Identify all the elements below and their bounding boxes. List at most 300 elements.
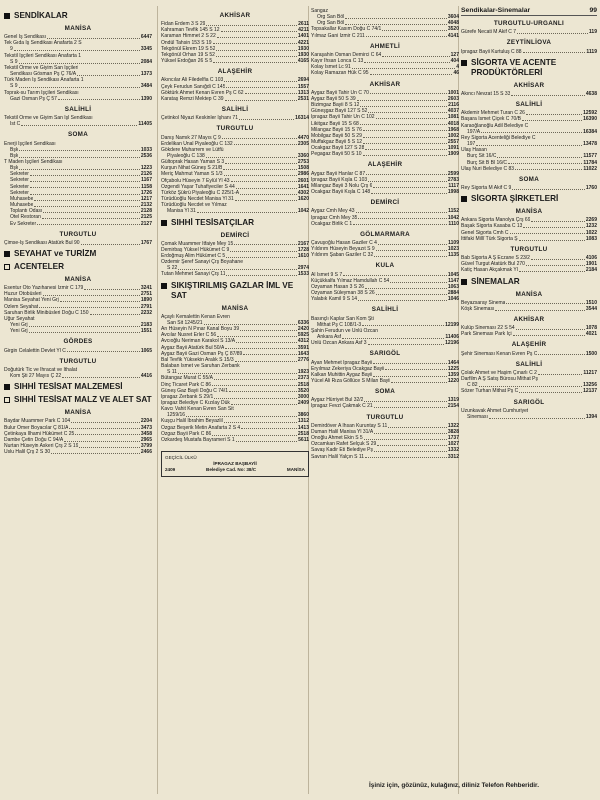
phone-number: 12137 <box>583 388 597 395</box>
listing-name: S 22 <box>167 265 178 272</box>
category-label: SIKIŞTIRILMIŞ GAZLAR İML VE SAT <box>171 280 294 300</box>
dot-leader <box>370 74 453 75</box>
listing-name: Kavcı Vahit Kenan Evren San Sit <box>161 406 234 413</box>
listing-name: Yüksel Erdoğan 26 S 5 <box>161 58 213 65</box>
phone-number: 2125 <box>140 214 152 221</box>
listing-name: Şehir Sineması Kenan Evren Pş C <box>461 350 538 357</box>
listing-name: Sendikası Gösman Pş Ç 76/A <box>10 71 77 78</box>
dot-leader <box>343 275 447 276</box>
phone-number: 2557 <box>447 138 459 145</box>
phone-number: 2751 <box>140 291 152 298</box>
listing-name: Bizimgaz Bayii 8 S 12 <box>311 102 360 109</box>
listing-row <box>461 166 597 172</box>
listing-row <box>461 351 597 357</box>
dot-leader <box>370 93 447 94</box>
listing-row <box>161 58 309 64</box>
listing-name: Erdoğmuş Alim Hükümet C 5 <box>161 253 226 259</box>
listing-name: Çavuşoğlu Hasan Gaziler C 4 <box>311 240 377 246</box>
phone-number: 3458 <box>140 430 152 437</box>
listing-name: Özgendi Yaşar Tuhafiyeciler S 44 <box>161 183 235 190</box>
listing-name: Aygaz Bayii Gazi Osman Pş Ç 87/89 <box>161 350 243 357</box>
column-2-wrap <box>161 8 309 477</box>
listing-name: Özlem Seyahat <box>4 303 39 310</box>
listing-name: İst C <box>10 121 21 128</box>
listing-name: Ulaş Nuri Belediye C 83 <box>461 165 515 172</box>
listing-name: Kuşçu Halil İbrahim Beyazlil <box>161 418 223 425</box>
phone-number: 4141 <box>447 32 459 39</box>
dot-leader <box>373 187 447 188</box>
phone-number: 4312 <box>297 338 309 345</box>
category-heading <box>4 395 152 405</box>
phone-number: 2884 <box>447 290 459 297</box>
dot-leader <box>213 62 297 63</box>
category-label: SEYAHAT ve TURİZM <box>14 249 97 258</box>
phone-number: 2518 <box>297 381 309 388</box>
dot-leader <box>214 398 297 399</box>
dot-leader <box>388 427 447 428</box>
listing-name: Akıncılar Ali Filedelfia C 103 <box>161 77 224 84</box>
listing-name: Özyaman Süleyman 38 S 26 <box>311 290 375 297</box>
phone-number: 1313 <box>297 89 309 96</box>
dot-leader <box>373 363 447 364</box>
listing-name: Özkardeş Mustafa Bayrameri S 1 <box>161 436 235 443</box>
phone-number: 1027 <box>447 441 459 448</box>
filled-square-icon <box>461 196 467 202</box>
phone-number: 1001 <box>447 89 459 96</box>
phone-number: 119 <box>588 29 597 36</box>
listing-name: Yıldırım Hüseyin Beyazıt S 9 <box>311 246 375 253</box>
listing-name: Manisa Yl 31 <box>167 208 196 215</box>
listing-name: Göktürk Ahmet Kenan Evren Pş C 62 <box>161 89 244 96</box>
listing-name: Aygaz Hürriyet Bul 32/2 <box>311 397 364 404</box>
phone-number: 4302 <box>297 189 309 196</box>
listing-name: Köşk Sineması <box>461 305 495 312</box>
phone-number: 4048 <box>447 20 459 27</box>
listing-name: Manisa Seyahat Yeni Grj <box>4 297 59 304</box>
dot-leader <box>538 374 583 375</box>
dot-leader <box>495 310 585 311</box>
dot-leader <box>29 332 140 333</box>
dot-leader <box>352 68 455 69</box>
listing-name: Dambe Çetin Doğu C 94/A <box>4 436 64 443</box>
listing-name: Eryılmaz Zekeriya Ocakgaz Bayii <box>311 365 385 372</box>
listing-name: Bşk <box>10 152 19 159</box>
dot-leader <box>358 218 446 219</box>
dot-leader <box>229 391 297 392</box>
phone-number: 1394 <box>585 413 597 420</box>
phone-number: 1930 <box>297 51 309 58</box>
dot-leader <box>224 422 297 423</box>
listing-name: Karaşahin Osman Demirci C 64 <box>311 51 382 58</box>
listing-name: Bal Tevfik Yüksekin Aralık S 15/3 <box>161 356 234 363</box>
dot-leader <box>19 87 140 88</box>
dot-leader <box>241 428 297 429</box>
city-heading: KULA <box>375 262 395 270</box>
dot-leader <box>234 244 297 245</box>
dot-leader <box>21 125 137 126</box>
listing-row <box>161 271 309 277</box>
phone-number: 1042 <box>447 214 459 221</box>
listing-name: Duman Halil Manisa Yl 31/A <box>311 428 374 435</box>
city-heading: MANİSA <box>515 290 543 298</box>
phone-number: 3360 <box>297 152 309 159</box>
phone-number: 4106 <box>585 255 597 262</box>
listing-name: Kom Şti 27 Mayıs Ç 22 <box>10 373 62 380</box>
phone-number: 1620 <box>297 196 309 203</box>
phone-number: 6336 <box>297 319 309 326</box>
phone-number: 12592 <box>583 110 597 117</box>
listing-name: Baydar Muammer Park C 104 <box>4 418 71 425</box>
dot-leader <box>357 100 447 101</box>
listing-name: Otel Restoran <box>10 214 41 221</box>
dot-leader <box>236 188 297 189</box>
listing-name: Ocakgaz Birlik C 1 <box>311 220 353 227</box>
listing-name: Rey Sigorta Acenteliği Belediye C <box>461 134 536 141</box>
dot-leader <box>364 401 446 402</box>
phone-number: 1610 <box>297 253 309 259</box>
dot-leader <box>231 404 297 405</box>
phone-number: 2466 <box>140 449 152 456</box>
phone-number: 1413 <box>297 424 309 431</box>
dot-leader <box>29 326 140 327</box>
listing-name: Burç Sit B Bl 16/C <box>467 159 508 166</box>
phone-number: 1033 <box>140 146 152 153</box>
category-heading <box>4 249 152 259</box>
phone-number: 6447 <box>140 34 152 41</box>
page-header <box>461 8 597 16</box>
listing-name: Başara İsmet Çiçek C 70/B <box>461 116 522 123</box>
phone-number: 1401 <box>297 33 309 40</box>
phone-number: 1322 <box>447 422 459 429</box>
dot-leader <box>353 224 447 225</box>
listing-row <box>161 96 309 102</box>
dot-leader <box>368 181 447 182</box>
column-2 <box>161 13 309 443</box>
city-heading: AKHİSAR <box>219 12 251 19</box>
phone-number: 1223 <box>140 165 152 172</box>
phone-number: 2791 <box>140 303 152 310</box>
listing-row <box>461 91 597 97</box>
listing-name: Doğutürk Tic ve İhracat ve İthalat <box>4 366 78 373</box>
phone-number: 1923 <box>297 369 309 376</box>
phone-number: 1508 <box>297 165 309 172</box>
listing-name: Çimse-İş Sendikası Atatürk Bul 90 <box>4 239 80 246</box>
city-heading: SALİHLİ <box>221 106 249 114</box>
listing-name: Toprak-su Tarım İşçileri Sendikası <box>4 89 79 96</box>
listing-name: Güneşgaz Bayii 127 S 52 <box>311 108 368 115</box>
listing-name: Başak Sigorta Kasaba C 13 <box>461 223 523 230</box>
phone-number: 1737 <box>447 435 459 442</box>
dot-leader <box>204 324 297 325</box>
listing-name: Aygaz Bayii 50 S 39 <box>311 95 356 102</box>
phone-number: 2128 <box>140 208 152 215</box>
listing-name: San Sit 1245/21 <box>167 319 203 326</box>
phone-number: 1551 <box>140 328 152 335</box>
dot-leader <box>14 50 140 51</box>
listing-name: 197/A <box>467 128 481 135</box>
dot-leader <box>519 271 585 272</box>
phone-number: 3520 <box>297 387 309 394</box>
dot-leader <box>37 224 140 225</box>
dot-leader <box>186 416 297 417</box>
listing-name: Karataş Remzi Mektep C 39 <box>161 95 224 102</box>
listing-name: İpragaz Bayii Kışla C 103 <box>311 176 368 183</box>
listing-name: Sineması <box>467 413 488 420</box>
category-label: ACENTELER <box>14 262 65 271</box>
listing-name: İpragaz Belediye C Kızılay Dük <box>161 399 230 406</box>
phone-number: 1152 <box>448 208 459 215</box>
phone-number: 4221 <box>297 39 309 46</box>
phone-number: 13478 <box>583 141 597 148</box>
listing-name: Nurtan Hüseyin Askeri Çrş 2 S 19 <box>4 442 79 449</box>
dot-leader <box>90 314 140 315</box>
dot-leader <box>371 193 447 194</box>
phone-number: 2986 <box>297 171 309 178</box>
listing-name: Güvel Turgut Atatürk Bul 270 <box>461 261 525 268</box>
listing-row <box>461 388 597 394</box>
listing-name: Aygaz Cmh Mey 43 <box>311 208 355 215</box>
dot-leader <box>230 251 297 252</box>
listing-name: Sangaz <box>311 8 328 14</box>
dot-leader <box>382 30 447 31</box>
category-label: SIHHİ TESİSAT MALZ VE ALET SAT <box>14 395 152 405</box>
phone-number: 2126 <box>140 171 152 178</box>
city-heading: SALİHLİ <box>515 101 543 109</box>
listing-row <box>311 221 459 227</box>
dot-leader <box>39 307 140 308</box>
phone-number: 11577 <box>583 153 597 160</box>
listing-name: Ünlü Özcan Ankara Asf 3 <box>311 340 367 347</box>
dot-leader <box>479 386 583 387</box>
listing-row <box>461 236 597 242</box>
dot-leader <box>345 24 447 25</box>
dot-leader <box>526 114 582 115</box>
listing-name: 1259/16 <box>167 412 186 419</box>
phone-number: 16314 <box>295 115 309 122</box>
dot-leader <box>178 269 297 270</box>
listing-name: Rey Sigorta M Akif C 9 <box>461 184 512 191</box>
category-heading <box>461 58 597 78</box>
dot-leader <box>236 441 298 442</box>
ad-city: MANİSA <box>286 467 305 473</box>
dot-leader <box>531 259 585 260</box>
city-heading: TURGUTLU <box>510 245 548 253</box>
dot-leader <box>365 149 447 150</box>
phone-number: 4037 <box>447 108 459 115</box>
phone-number: 1135 <box>448 252 459 259</box>
empty-square-icon <box>4 264 10 270</box>
dot-leader <box>64 441 140 442</box>
page-title: Sendikalar-Sinemalar <box>461 7 531 14</box>
dot-leader <box>206 157 297 158</box>
dot-leader <box>47 38 140 39</box>
listing-row <box>461 29 597 35</box>
phone-number: 2783 <box>447 176 459 183</box>
dot-leader <box>368 344 445 345</box>
phone-number: 2183 <box>140 322 152 329</box>
listing-name: Balaban İsmet ve Saruhan Zerbank <box>161 363 240 370</box>
city-heading: TURGUTLU-URGANLI <box>493 20 565 28</box>
category-label: SENDİKALAR <box>14 11 68 20</box>
dot-leader <box>522 120 582 121</box>
dot-leader <box>240 194 297 195</box>
phone-number: 1930 <box>297 45 309 52</box>
phone-number: 1359 <box>447 371 459 378</box>
dot-leader <box>373 376 447 377</box>
dot-leader <box>512 189 585 190</box>
listing-name: Sekreter <box>10 171 29 178</box>
city-heading: SOMA <box>67 131 89 139</box>
dot-leader <box>235 361 297 362</box>
phone-number: 2420 <box>297 326 309 333</box>
dot-leader <box>363 130 447 131</box>
dot-leader <box>377 445 447 446</box>
phone-number: 12199 <box>445 321 459 328</box>
phone-number: 2132 <box>140 202 152 209</box>
phone-number: 2694 <box>297 77 309 84</box>
dot-leader <box>481 132 582 133</box>
category-label: SIHHİ TESİSAT MALZEMESİ <box>14 382 123 392</box>
phone-number: 1319 <box>447 397 459 404</box>
dot-leader <box>217 336 297 337</box>
listing-name: Kayır İhsan Lonca C 13 <box>311 58 364 65</box>
listing-row <box>161 208 309 214</box>
dot-leader <box>234 144 297 145</box>
listing-name: Tekgönül Orhan 19 S 52 <box>161 51 215 58</box>
city-heading: DEMİRCİ <box>370 199 400 207</box>
phone-number: 2776 <box>297 356 309 363</box>
phone-number: 11022 <box>583 165 597 172</box>
dot-leader <box>224 81 297 82</box>
listing-name: Akıncı Nevzat 15 S 33 <box>461 90 511 97</box>
city-heading: DEMİRCİ <box>220 231 250 239</box>
dot-leader <box>79 447 139 448</box>
dot-leader <box>385 369 447 370</box>
city-heading: SALİHLİ <box>371 306 399 314</box>
phone-number: 2154 <box>447 403 459 410</box>
dot-leader <box>523 227 584 228</box>
city-heading: AHMETLİ <box>369 42 401 50</box>
phone-number: 1890 <box>140 297 152 304</box>
dot-leader <box>69 428 139 429</box>
phone-number: 2184 <box>585 267 597 274</box>
phone-number: 2599 <box>447 170 459 177</box>
listing-name: Öndül Tahsin 153 S 19 <box>161 39 212 46</box>
listing-row <box>311 33 459 39</box>
dot-leader <box>365 288 447 289</box>
phone-number: 13256 <box>583 382 597 389</box>
ad-phone: 2409 <box>165 467 176 473</box>
listing-name: Katiç Hasan Akçakmak Yl <box>461 267 518 274</box>
phone-number: 404 <box>450 58 459 65</box>
category-label: SİGORTA ŞİRKETLERİ <box>471 194 559 204</box>
phone-number: 1158 <box>141 183 152 190</box>
listing-row <box>4 240 152 246</box>
city-heading: ZEYTİNLİOVA <box>506 39 552 47</box>
listing-row <box>4 221 152 227</box>
listing-name: Demirbaş Yüksel Hükümet C 9 <box>161 246 230 253</box>
listing-name: İpragaz Fevzi Çakmak C 21 <box>311 403 373 410</box>
dot-leader <box>366 36 447 37</box>
listing-name: Kalkan Muhittin Aygaz Bayii <box>311 371 373 378</box>
listing-name: Muhasebe <box>10 202 34 209</box>
phone-number: 1232 <box>585 223 597 230</box>
phone-number: 3520 <box>447 26 459 33</box>
listing-name: Kulüp Sineması 22 S 54 <box>461 325 515 332</box>
listing-name: Bab Sigorta A Ş Eczane S 23/2 <box>461 255 530 262</box>
listing-name: Ocakgaz Bayii 127 S 28 <box>311 145 365 152</box>
phone-number: 1078 <box>585 325 597 332</box>
city-heading: ALAŞEHİR <box>367 161 403 169</box>
listing-name: Ev Sekreter <box>10 220 37 227</box>
dot-leader <box>517 33 588 34</box>
dot-leader <box>374 433 447 434</box>
dot-leader <box>71 422 140 423</box>
listing-name: Ocakgaz Bayii Kışla C 148 <box>311 189 371 196</box>
listing-row <box>311 189 459 195</box>
dot-leader <box>30 181 140 182</box>
phone-number: 2753 <box>297 159 309 166</box>
dot-leader <box>30 194 140 195</box>
dot-leader <box>374 407 447 408</box>
listing-name: Çetinkol Niyazi Keskinler İşhanı 71 <box>161 115 238 122</box>
listing-name: Danış Namık 27 Mayıs Ç 9 <box>161 134 221 141</box>
listing-name: Özgaz Beşerik Metin Anafarta 2 S 4 <box>161 424 241 431</box>
dot-leader <box>43 295 140 296</box>
dot-leader <box>75 434 140 435</box>
category-heading <box>4 262 152 272</box>
listing-name: Akdemir Mehmet Turan C 26 <box>461 110 525 117</box>
phone-number: 11405 <box>138 121 152 128</box>
listing-name: Esentur Oto Yazıhanesi İzmir C 179 <box>4 285 84 292</box>
ad-name: İPRAGAZ BAŞBAYİİ <box>213 461 257 467</box>
phone-number: 1332 <box>447 447 459 454</box>
dot-leader <box>376 250 447 251</box>
dot-leader <box>374 256 447 257</box>
listing-name: Tekstil Örme ve Giyim San İşçileri <box>4 64 79 71</box>
dot-leader <box>526 265 585 266</box>
filled-square-icon <box>4 251 10 257</box>
listing-name: Erdelikan Ünal Piyaleoğlu C 132 <box>161 140 233 147</box>
listing-name: Çetinkaya İlhami Hükümet C 25 <box>4 430 75 437</box>
dot-leader <box>506 303 584 304</box>
dot-leader <box>19 63 140 64</box>
dot-leader <box>60 301 140 302</box>
listing-name: Darfilm A Ş Satış Bürosu Mithat Pş <box>461 376 538 383</box>
phone-number: 5925 <box>297 332 309 339</box>
dot-leader <box>30 187 140 188</box>
phone-number: 1373 <box>140 71 152 78</box>
listing-row <box>461 185 597 191</box>
listing-name: Fidan Erdem 3 S 29 <box>161 21 206 28</box>
phone-number: 1220 <box>447 377 459 384</box>
dot-leader <box>240 330 297 331</box>
dot-leader <box>19 157 140 158</box>
listing-name: Savran Halil Yalçın S 11 <box>311 453 365 460</box>
filled-square-icon <box>161 220 167 226</box>
phone-number: 4 <box>456 64 459 71</box>
city-heading: ALAŞEHİR <box>217 68 253 76</box>
listing-name: Avcılar Nusret Erler C 56 <box>161 332 217 339</box>
listing-name: Yılmaz Gani İzmir C 211 <box>311 32 365 39</box>
phone-number: 1510 <box>585 299 597 306</box>
dot-leader <box>226 275 296 276</box>
dot-leader <box>376 294 447 295</box>
listing-name: Uzunkavak Ahmet Cumhuriyet <box>461 407 529 414</box>
dot-leader <box>364 439 447 440</box>
dot-leader <box>221 31 298 32</box>
phone-number: 1110 <box>448 220 459 227</box>
